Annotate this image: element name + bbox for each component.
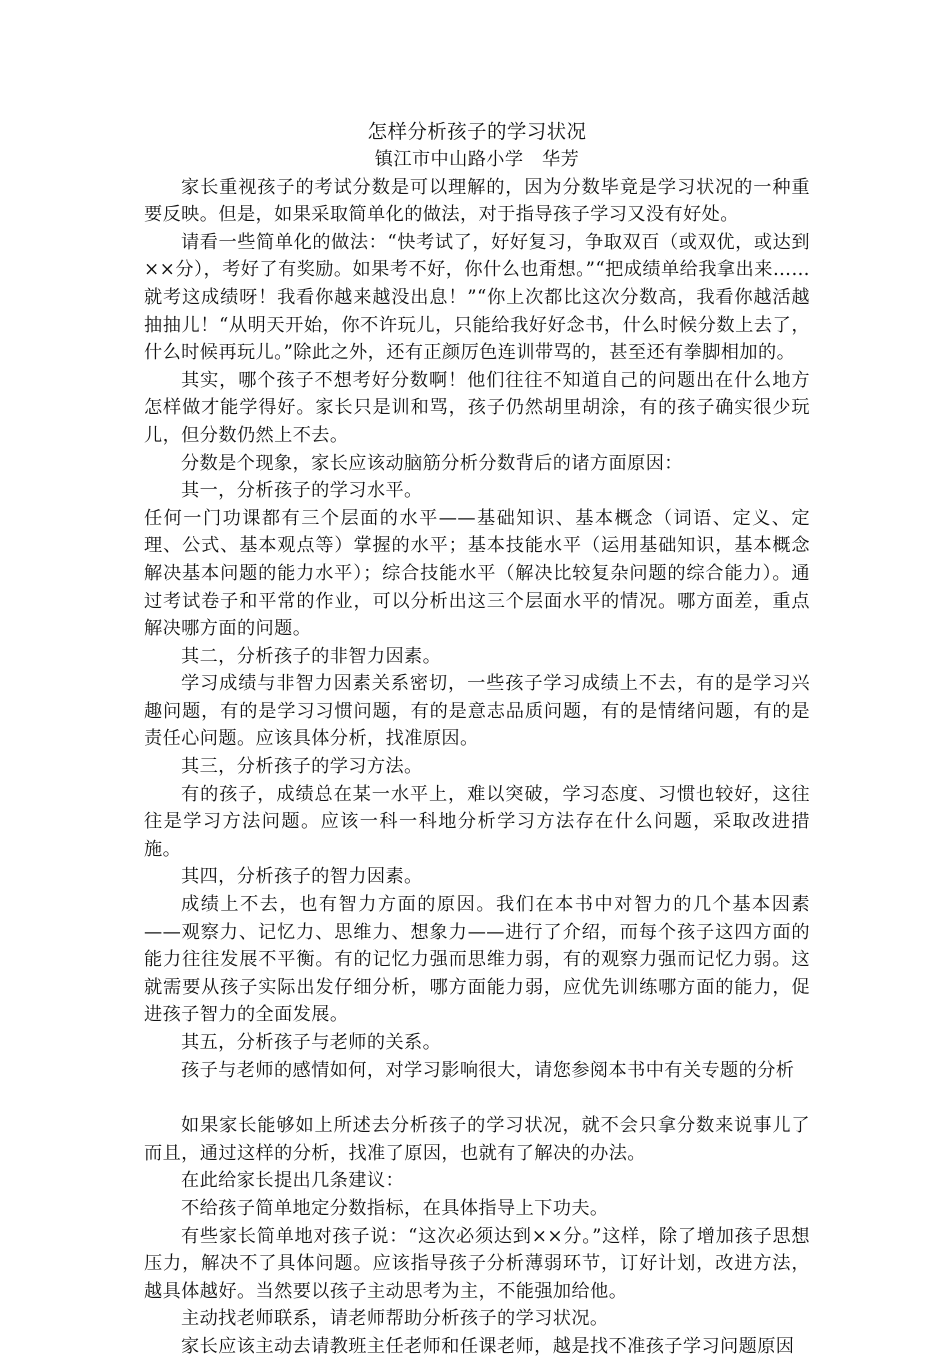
- paragraph: 成绩上不去，也有智力方面的原因。我们在本书中对智力的几个基本因素——观察力、记忆力、思维力、想象力——进行了介绍，而每个孩子这四方面的能力往往发展不平衡。有的记忆力强而思维力弱，有的观察力强而记忆力弱。这就需要从孩子实际出发仔细分析，哪方面能力弱，应优先训练哪方面的能力，促进孩子智力的全面发展。: [144, 894, 810, 1026]
- paragraph: 请看一些简单化的做法：“快考试了，好好复习，争取双百（或双优，或达到××分），考好了有奖励。如果考不好，你什么也甭想。”“把成绩单给我拿出来……就考这成绩呀！我看你越来越没出息！”“你上次都比这次分数高，我看你越活越抽抽儿！“从明天开始，你不许玩儿，只能给我好好念书，什么时候分数上去了，什么时候再玩儿。”除此之外，还有正颜厉色连训带骂的，甚至还有拳脚相加的。: [144, 231, 810, 364]
- paragraph: 有些家长简单地对孩子说：“这次必须达到××分。”这样，除了增加孩子思想压力，解决不了具体问题。应该指导孩子分析薄弱环节，订好计划，改进方法，越具体越好。当然要以孩子主动思考为主，不能强加给他。: [144, 1225, 810, 1302]
- paragraph: 家长应该主动去请教班主任老师和任课老师，越是找不准孩子学习问题原因: [181, 1335, 795, 1357]
- paragraph: 任何一门功课都有三个层面的水平——基础知识、基本概念（词语、定义、定理、公式、基本观点等）掌握的水平；基本技能水平（运用基础知识，基本概念解决基本问题的能力水平）；综合技能水平（解决比较复杂问题的综合能力）。通过考试卷子和平常的作业，可以分析出这三个层面水平的情况。哪方面差，重点解决哪方面的问题。: [144, 507, 810, 640]
- section-heading: 其五，分析孩子与老师的关系。: [181, 1032, 442, 1053]
- paragraph: 有的孩子，成绩总在某一水平上，难以突破，学习态度、习惯也较好，这往往是学习方法问题。应该一科一科地分析学习方法存在什么问题，采取改进措施。: [144, 783, 810, 860]
- document-title: 怎样分析孩子的学习状况: [367, 120, 587, 143]
- section-heading: 其四，分析孩子的智力因素。: [181, 866, 423, 888]
- section-heading: 其二，分析孩子的非智力因素。: [181, 645, 442, 667]
- paragraph: 在此给家长提出几条建议：: [181, 1170, 405, 1192]
- paragraph: 分数是个现象，家长应该动脑筋分析分数背后的诸方面原因：: [181, 452, 683, 474]
- paragraph: 孩子与老师的感情如何，对学习影响很大，请您参阅本书中有关专题的分析: [181, 1059, 795, 1081]
- section-heading: 其一，分析孩子的学习水平。: [181, 480, 423, 502]
- section-heading: 其三，分析孩子的学习方法。: [181, 756, 423, 778]
- document-body: [144, 118, 810, 1361]
- suggestion-heading: 主动找老师联系，请老师帮助分析孩子的学习状况。: [181, 1308, 609, 1330]
- blank-line: [144, 1084, 810, 1112]
- paragraph: 其实，哪个孩子不想考好分数啊！他们往往不知道自己的问题出在什么地方怎样做才能学得好。家长只是训和骂，孩子仍然胡里胡涂，有的孩子确实很少玩儿，但分数仍然上不去。: [144, 369, 810, 446]
- paragraph: 学习成绩与非智力因素关系密切，一些孩子学习成绩上不去，有的是学习兴趣问题，有的是学习习惯问题，有的是意志品质问题，有的是情绪问题，有的是责任心问题。应该具体分析，找准原因。: [144, 673, 810, 750]
- suggestion-heading: 不给孩子简单地定分数指标，在具体指导上下功夫。: [181, 1197, 609, 1219]
- author-line: 镇江市中山路小学 华芳: [374, 149, 580, 170]
- paragraph: 家长重视孩子的考试分数是可以理解的，因为分数毕竟是学习状况的一种重要反映。但是，如果采取简单化的做法，对于指导孩子学习又没有好处。: [144, 176, 810, 226]
- paragraph: 如果家长能够如上所述去分析孩子的学习状况，就不会只拿分数来说事儿了而且，通过这样的分析，找准了原因，也就有了解决的办法。: [144, 1115, 810, 1164]
